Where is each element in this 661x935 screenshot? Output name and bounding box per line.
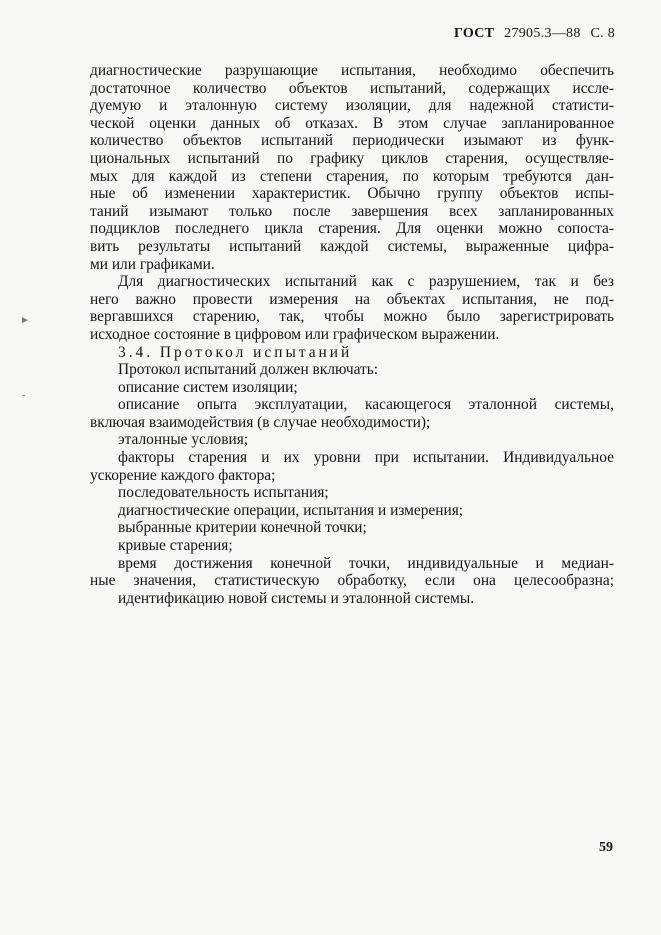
text-line: диагностические операции, испытания и измерения; [118,501,464,519]
text-line: ческой оценки данных об отказах. В этом случае запланированное [90,114,614,132]
margin-mark: ► [20,315,30,326]
text-line: дуемую и эталонную систему изоляции, для надежной статисти- [90,97,614,115]
header-page: С. 8 [590,26,615,41]
text-line: достаточное количество объектов испытаний, содержащих иссле- [90,79,614,97]
text-line: количество объектов испытаний периодически изымают из функ- [90,132,614,150]
page-header [454,26,615,42]
text-line: ми или графиками. [90,255,215,273]
text-line: Для диагностических испытаний как с разрушением, так и без [118,273,614,291]
text-line: факторы старения и их уровни при испытании. Индивидуальное [118,449,614,467]
text-line: диагностические разрушающие испытания, необходимо обеспечить [90,62,614,79]
text-line: него важно провести измерения на объектах испытания, не под- [90,290,614,308]
text-line: ускорение каждого фактора; [90,466,276,484]
text-line: вить результаты испытаний каждой системы, выраженные цифра- [90,237,614,255]
text-line: включая взаимодействия (в случае необходимости); [90,413,431,431]
text-line: подциклов последнего цикла старения. Для оценки можно сопоста- [90,220,614,238]
page-number: 59 [599,840,613,855]
text-line: идентификацию новой системы и эталонной системы. [118,589,475,607]
text-line: таний изымают только после завершения всех запланированных [90,202,614,220]
text-line: время достижения конечной точки, индивидуальные и медиан- [118,554,614,572]
margin-mark: - [22,390,26,401]
body-text [90,62,614,607]
text-line: мых для каждой из степени старения, по которым требуются дан- [90,167,614,185]
text-line: кривые старения; [118,537,233,555]
text-line: циональных испытаний по графику циклов старения, осуществляе- [90,149,614,167]
header-standard-number: 27905.3—88 [504,26,581,41]
text-line: вергавшихся старению, так, чтобы можно было зарегистрировать [90,308,614,326]
text-line: выбранные критерии конечной точки; [118,519,367,537]
text-line: эталонные условия; [118,431,249,449]
text-line: Протокол испытаний должен включать: [118,361,379,379]
text-line: описание опыта эксплуатации, касающегося эталонной системы, [118,396,614,414]
text-line: последовательность испытания; [118,484,329,502]
header-standard: ГОСТ [454,26,495,41]
text-line: 3.4. Протокол испытаний [118,343,353,361]
text-line: ные об изменении характеристик. Обычно группу объектов испы- [90,185,614,203]
text-line: описание систем изоляции; [118,378,298,396]
text-line: ные значения, статистическую обработку, если она целесообразна; [90,572,614,590]
text-line: исходное состояние в цифровом или графическом выражении. [90,325,500,343]
